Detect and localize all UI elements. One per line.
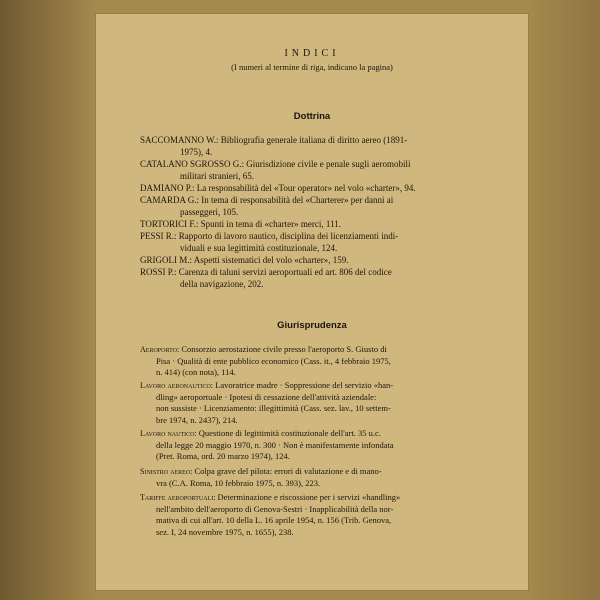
dottrina-entry <box>140 182 460 194</box>
entry-line: Determinazione e riscossione per i servizi «handling» <box>217 492 401 502</box>
section-heading-giurisprudenza: Giurisprudenza <box>277 320 347 331</box>
entry-text: Bibliografia generale italiana di diritto aereo (1891- <box>220 135 408 145</box>
entry-line: dling» aeroportuale · Ipotesi di cessazione dell'attività aziendale: <box>156 391 377 402</box>
entry-text: Rapporto di lavoro nautico, disciplina dei licenziamenti indi- <box>178 231 399 241</box>
entry-line: Lavoratrice madre · Soppressione del servizio «han- <box>215 380 394 390</box>
entry-line: nell'ambito dell'aeroporto di Genova-Sestri · Inapplicabilità della nor- <box>156 503 394 514</box>
entry-line: Colpa grave del pilota: errori di valutazione e di mano- <box>194 466 382 476</box>
giurisprudenza-entry <box>140 466 470 489</box>
dottrina-entry <box>140 194 460 218</box>
entry-text: Giurisdizione civile e penale sugli aeromobili <box>246 159 411 169</box>
entry-line: n. 414) (con nota), 114. <box>156 367 236 377</box>
giurisprudenza-entry <box>140 492 470 538</box>
entry-line: vra (C.A. Roma, 10 febbraio 1975, n. 393), 223. <box>156 477 321 488</box>
dottrina-entry <box>140 158 460 182</box>
entry-line: bre 1974, n. 2437), 214. <box>156 414 238 425</box>
entry-cont: militari stranieri, 65. <box>180 171 254 181</box>
entry-text: Spunti in tema di «charter» merci, 111. <box>200 219 341 229</box>
dottrina-entry <box>140 254 460 266</box>
page-subtitle: (I numeri al termine di riga, indicano la pagina) <box>231 62 393 72</box>
entry-author: DAMIANO P.: <box>140 183 195 193</box>
entry-cont: della navigazione, 202. <box>180 279 264 289</box>
entry-author: SACCOMANNO W.: <box>140 135 219 145</box>
entry-cont: passeggeri, 105. <box>180 207 239 217</box>
entry-text: Aspetti sistematici del volo «charter», 159. <box>193 255 349 265</box>
dottrina-entry <box>140 230 460 254</box>
giurisprudenza-entry <box>140 380 470 426</box>
entry-label: Sinistro aereo: <box>140 467 193 476</box>
entry-author: CATALANO SGROSSO G.: <box>140 159 245 169</box>
entry-line: non sussiste · Licenziamento: illegittimità (Cass. sez. lav., 10 settem- <box>156 403 391 413</box>
entry-label: Lavoro nautico: <box>140 429 197 438</box>
entry-line: (Pret. Roma, ord. 20 marzo 1974), 124. <box>156 451 290 461</box>
entry-line: della legge 20 maggio 1970, n. 300 · Non è manifestamente infondata <box>156 439 394 450</box>
entry-author: TORTORICI F.: <box>140 219 199 229</box>
entry-label: Tariffe aeroportuali: <box>140 493 216 502</box>
page-title: INDICI <box>284 48 340 59</box>
book-page <box>96 14 528 590</box>
entry-label: Lavoro aeronautico: <box>140 381 213 390</box>
entry-author: ROSSI P.: <box>140 267 177 277</box>
right-background <box>528 0 600 600</box>
giurisprudenza-entry <box>140 344 470 379</box>
dottrina-entry <box>140 218 460 230</box>
giurisprudenza-entry <box>140 428 470 463</box>
entry-text: Carenza di taluni servizi aeroportuali ed art. 806 del codice <box>178 267 392 277</box>
entry-text: In tema di responsabilità del «Charterer» per danni ai <box>201 195 394 205</box>
entry-line: Pisa · Qualità di ente pubblico economico (Cass. it., 4 febbraio 1975, <box>156 355 391 366</box>
entry-author: CAMARDA G.: <box>140 195 200 205</box>
entry-line: mativa di cui all'art. 10 della L. 16 aprile 1954, n. 156 (Trib. Genova, <box>156 515 392 525</box>
entry-label: Aeroporto: <box>140 345 180 354</box>
dottrina-entry <box>140 266 460 290</box>
dottrina-entry <box>140 134 460 158</box>
entry-line: sez. I, 24 novembre 1975, n. 1655), 238. <box>156 526 294 537</box>
section-heading-dottrina: Dottrina <box>293 111 331 122</box>
entry-line: Questione di legittimità costituzionale dell'art. 35 u.c. <box>198 428 381 438</box>
entry-cont: viduali e sua legittimità costituzionale, 124. <box>180 243 338 253</box>
entry-cont: 1975), 4. <box>180 147 213 157</box>
entry-line: Consorzio aerostazione civile presso l'aeroporto S. Giusto di <box>181 344 387 354</box>
entry-author: PESSI R.: <box>140 231 177 241</box>
left-background <box>0 0 96 600</box>
entry-author: GRIGOLI M.: <box>140 255 192 265</box>
entry-text: La responsabilità del «Tour operator» nel volo «charter», 94. <box>196 183 416 193</box>
